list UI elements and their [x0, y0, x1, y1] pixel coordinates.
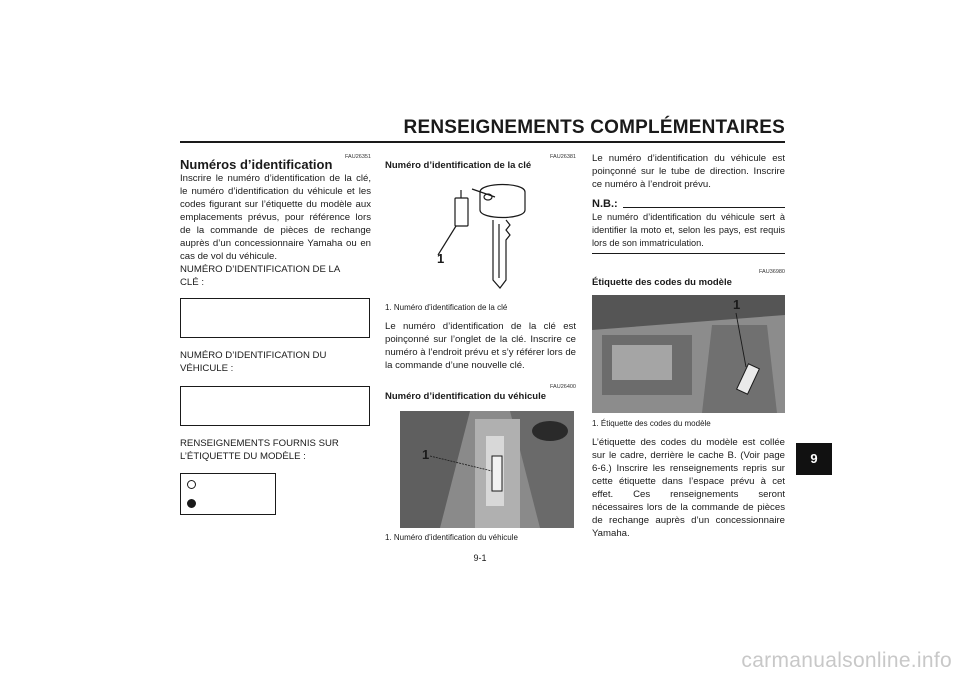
- steering-head-photo: [400, 411, 574, 528]
- filled-circle-icon: [187, 499, 196, 508]
- reference-code: FAU26381: [550, 154, 576, 160]
- reference-code: FAU36980: [759, 269, 785, 275]
- page-number: 9-1: [473, 553, 487, 563]
- nb-rule: [623, 207, 785, 208]
- nb-bottom-rule: [592, 253, 785, 254]
- empty-circle-icon: [187, 480, 196, 489]
- reference-code: FAU26351: [345, 154, 371, 160]
- callout-number: 1: [422, 447, 430, 462]
- key-figure-caption: 1. Numéro d’identification de la clé: [385, 303, 508, 312]
- page-title: RENSEIGNEMENTS COMPLÉMENTAIRES: [403, 117, 785, 138]
- model-code-entry-box: [180, 473, 276, 515]
- model-figure-caption: 1. Étiquette des codes du modèle: [592, 419, 711, 428]
- section-heading: Numéros d’identification: [180, 157, 333, 172]
- model-label-photo: [592, 295, 785, 413]
- key-illustration: [420, 180, 550, 292]
- callout-number: 1: [733, 297, 741, 312]
- vehicle-paragraph: Le numéro d’identification du véhicule est poinçonné sur le tube de direction. Inscrire ce numéro à l’endroit prévu.: [592, 153, 785, 190]
- chapter-tab[interactable]: 9: [796, 443, 832, 475]
- intro-paragraph: Inscrire le numéro d’identification de la clé, le numéro d’identification du véhicule et les codes figurant sur l’étiquette du modèle aux emplacements prévus, pour référence lors de la commande de pièces de rechange auprès d’un concessionnaire Yamaha ou en cas de vol du véhicule.: [180, 173, 371, 262]
- nb-label: N.B.:: [592, 198, 618, 210]
- vehicle-id-entry-box: [180, 386, 370, 426]
- nb-paragraph: Le numéro d’identification du véhicule sert à identifier la moto et, selon les pays, est requis lors de son immatriculation.: [592, 212, 785, 248]
- title-rule: [180, 141, 785, 143]
- key-id-entry-box: [180, 298, 370, 338]
- key-paragraph: Le numéro d’identification de la clé est poinçonné sur l’onglet de la clé. Inscrire ce numéro à l’endroit prévu et s’y référer lors de la commande d’une nouvelle clé.: [385, 321, 576, 371]
- model-section-heading: Étiquette des codes du modèle: [592, 277, 732, 288]
- vehicle-section-heading: Numéro d’identification du véhicule: [385, 391, 546, 402]
- callout-number: 1: [437, 251, 445, 266]
- watermark: carmanualsonline.info: [741, 649, 952, 672]
- vehicle-id-label: NUMÉRO D’IDENTIFICATION DU VÉHICULE :: [180, 350, 327, 374]
- reference-code: FAU26400: [550, 384, 576, 390]
- key-id-label: NUMÉRO D’IDENTIFICATION DE LA CLÉ :: [180, 264, 340, 288]
- model-label-label: RENSEIGNEMENTS FOURNIS SUR L’ÉTIQUETTE DU MODÈLE :: [180, 438, 339, 462]
- vehicle-figure-caption: 1. Numéro d’identification du véhicule: [385, 533, 518, 542]
- model-paragraph: L’étiquette des codes du modèle est collée sur le cadre, derrière le cache B. (Voir page 6-6.) Inscrire les renseignements repris sur cette étiquette dans l’espace prévu à cet effet. Ces renseignements seront nécessaires lors de la commande de pièces de rechange auprès d’un concessionnaire Yamaha.: [592, 437, 785, 539]
- key-section-heading: Numéro d’identification de la clé: [385, 160, 532, 171]
